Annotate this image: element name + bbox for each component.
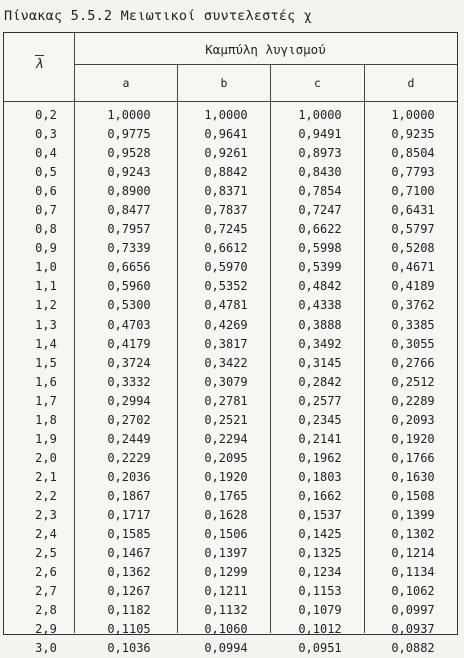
curve-b-cell: 0,1132	[204, 603, 248, 618]
curve-a-cell: 0,1267	[107, 584, 151, 599]
lambda-cell: 1,4	[35, 336, 57, 351]
curve-d-cell: 0,7793	[391, 165, 435, 180]
lambda-cell: 1,8	[35, 412, 57, 427]
curve-d-cell: 0,0882	[391, 641, 435, 656]
curve-c-cell: 0,1962	[298, 450, 342, 465]
lambda-cell: 2,9	[35, 622, 57, 637]
table-row	[4, 601, 457, 620]
lambda-cell: 2,4	[35, 527, 57, 542]
curve-a-cell: 0,9528	[107, 146, 151, 161]
curve-c-cell: 0,3492	[298, 336, 342, 351]
table-row	[4, 525, 457, 544]
curve-d-cell: 0,3385	[391, 317, 435, 332]
curve-a-cell: 0,8900	[107, 184, 151, 199]
lambda-cell: 2,6	[35, 565, 57, 580]
curve-b-cell: 0,2781	[204, 393, 248, 408]
curve-d-cell: 0,2093	[391, 412, 435, 427]
column-header-c: c	[314, 76, 321, 90]
column-header-d: d	[407, 76, 415, 90]
curve-b-cell: 0,2294	[204, 431, 248, 446]
curve-a-cell: 0,9243	[107, 165, 151, 180]
curve-c-cell: 0,2345	[298, 412, 342, 427]
table-row	[4, 639, 457, 658]
lambda-cell: 2,5	[35, 546, 57, 561]
table-row	[4, 487, 457, 506]
table-row	[4, 335, 457, 354]
curve-d-cell: 0,1399	[391, 507, 435, 522]
lambda-header	[4, 55, 74, 72]
table-row	[4, 125, 457, 144]
curve-b-cell: 0,1060	[204, 622, 248, 637]
curve-d-cell: 0,2512	[391, 374, 435, 389]
column-header-a: a	[122, 76, 130, 90]
table-row	[4, 354, 457, 373]
table-row	[4, 468, 457, 487]
curve-a-cell: 0,7957	[107, 222, 151, 237]
curve-a-cell: 0,3724	[107, 355, 151, 370]
lambda-cell: 1,1	[35, 279, 57, 294]
curve-a-cell: 0,2449	[107, 431, 151, 446]
curve-d-cell: 0,9235	[391, 127, 435, 142]
curve-a-cell: 0,2036	[107, 469, 151, 484]
table-row	[4, 277, 457, 296]
curve-b-cell: 0,1920	[204, 469, 248, 484]
curve-c-cell: 0,3145	[298, 355, 342, 370]
table-row	[4, 163, 457, 182]
lambda-cell: 0,6	[35, 184, 57, 199]
curve-b-cell: 0,1506	[204, 527, 248, 542]
curve-c-cell: 0,8973	[298, 146, 342, 161]
curve-c-cell: 0,7854	[298, 184, 342, 199]
curve-c-cell: 0,1425	[298, 527, 342, 542]
curve-c-cell: 1,0000	[298, 108, 342, 122]
lambda-label: λ	[35, 57, 43, 72]
lambda-cell: 0,7	[35, 203, 57, 218]
table-row	[4, 296, 457, 315]
curve-d-cell: 0,7100	[391, 184, 435, 199]
curve-b-cell: 0,4269	[204, 317, 248, 332]
table-title: Πίνακας 5.5.2 Μειωτικοί συντελεστές χ	[4, 8, 313, 24]
curve-b-cell: 0,9261	[204, 146, 248, 161]
curve-b-cell: 0,1211	[204, 584, 248, 599]
header-bottom-border	[4, 101, 457, 102]
curve-a-cell: 0,5960	[107, 279, 151, 294]
curve-a-cell: 0,7339	[107, 241, 151, 256]
lambda-cell: 1,3	[35, 317, 57, 332]
curve-a-cell: 0,1467	[107, 546, 151, 561]
curve-b-cell: 0,7245	[204, 222, 248, 237]
curve-a-cell: 0,1717	[107, 507, 151, 522]
curve-b-cell: 0,5352	[204, 279, 248, 294]
curve-d-cell: 0,8504	[391, 146, 435, 161]
curve-b-cell: 0,3079	[204, 374, 248, 389]
table-row	[4, 544, 457, 563]
table-row	[4, 620, 457, 639]
table-row	[4, 449, 457, 468]
curve-a-cell: 0,1105	[107, 622, 151, 637]
curve-b-cell: 0,3422	[204, 355, 248, 370]
lambda-cell: 0,4	[35, 146, 57, 161]
curve-c-cell: 0,5998	[298, 241, 342, 256]
curve-a-cell: 0,3332	[107, 374, 151, 389]
table-row	[4, 582, 457, 601]
header-subdivider	[74, 64, 457, 65]
curve-d-cell: 0,1062	[391, 584, 435, 599]
lambda-cell: 0,2	[35, 108, 57, 122]
table-row	[4, 411, 457, 430]
curve-c-cell: 0,2577	[298, 393, 342, 408]
curve-c-cell: 0,7247	[298, 203, 342, 218]
table-row	[4, 182, 457, 201]
table-body	[4, 106, 457, 658]
table-row	[4, 106, 457, 125]
lambda-cell: 0,3	[35, 127, 57, 142]
lambda-cell: 1,6	[35, 374, 57, 389]
curve-d-cell: 0,4189	[391, 279, 435, 294]
lambda-cell: 3,0	[35, 641, 57, 656]
table-row	[4, 201, 457, 220]
curve-b-cell: 0,0994	[204, 641, 248, 656]
curve-b-cell: 0,4781	[204, 298, 248, 313]
curve-a-cell: 1,0000	[107, 108, 151, 122]
curve-c-cell: 0,4842	[298, 279, 342, 294]
table-row	[4, 316, 457, 335]
curve-d-cell: 0,5797	[391, 222, 435, 237]
curve-a-cell: 0,9775	[107, 127, 151, 142]
curve-d-cell: 0,0997	[391, 603, 435, 618]
curve-a-cell: 0,8477	[107, 203, 151, 218]
lambda-cell: 0,5	[35, 165, 57, 180]
curve-d-cell: 0,1766	[391, 450, 435, 465]
curve-d-cell: 0,1134	[391, 565, 435, 580]
curve-b-cell: 0,1299	[204, 565, 248, 580]
curve-b-cell: 0,2095	[204, 450, 248, 465]
reduction-factor-table	[3, 32, 458, 656]
lambda-cell: 1,5	[35, 355, 57, 370]
table-row	[4, 258, 457, 277]
table-row	[4, 563, 457, 582]
curve-a-cell: 0,6656	[107, 260, 151, 275]
curve-c-cell: 0,9491	[298, 127, 342, 142]
table-row	[4, 373, 457, 392]
curve-d-cell: 0,5208	[391, 241, 435, 256]
lambda-cell: 2,8	[35, 603, 57, 618]
curve-b-cell: 0,7837	[204, 203, 248, 218]
curve-b-cell: 0,8842	[204, 165, 248, 180]
lambda-cell: 1,9	[35, 431, 57, 446]
table-row	[4, 430, 457, 449]
lambda-cell: 1,7	[35, 393, 57, 408]
curve-d-cell: 0,1508	[391, 488, 435, 503]
lambda-cell: 2,2	[35, 488, 57, 503]
lambda-cell: 1,2	[35, 298, 57, 313]
curve-d-cell: 0,0937	[391, 622, 435, 637]
curve-b-cell: 0,1397	[204, 546, 248, 561]
curve-d-cell: 0,1920	[391, 431, 435, 446]
curve-a-cell: 0,2702	[107, 412, 151, 427]
curve-b-cell: 1,0000	[204, 108, 248, 122]
curve-a-cell: 0,2994	[107, 393, 151, 408]
curve-c-cell: 0,1153	[298, 584, 342, 599]
curve-c-cell: 0,8430	[298, 165, 342, 180]
lambda-bar	[35, 55, 44, 56]
lambda-cell: 2,1	[35, 469, 57, 484]
curve-d-cell: 0,2766	[391, 355, 435, 370]
curve-a-cell: 0,1182	[107, 603, 151, 618]
table-row	[4, 220, 457, 239]
lambda-cell: 2,3	[35, 507, 57, 522]
curve-c-cell: 0,1662	[298, 488, 342, 503]
lambda-cell: 1,0	[35, 260, 57, 275]
curve-c-cell: 0,3888	[298, 317, 342, 332]
curve-c-cell: 0,6622	[298, 222, 342, 237]
table-row	[4, 239, 457, 258]
curve-b-cell: 0,3817	[204, 336, 248, 351]
curve-a-cell: 0,4179	[107, 336, 151, 351]
table-row	[4, 144, 457, 163]
curve-d-cell: 0,6431	[391, 203, 435, 218]
curve-c-cell: 0,1079	[298, 603, 342, 618]
curve-c-cell: 0,1234	[298, 565, 342, 580]
curve-d-cell: 0,1214	[391, 546, 435, 561]
curve-a-cell: 0,1867	[107, 488, 151, 503]
curve-c-cell: 0,2141	[298, 431, 342, 446]
table-row	[4, 506, 457, 525]
curve-a-cell: 0,2229	[107, 450, 151, 465]
curve-d-cell: 0,4671	[391, 260, 435, 275]
curve-b-cell: 0,6612	[204, 241, 248, 256]
curve-c-cell: 0,5399	[298, 260, 342, 275]
column-header-b: b	[220, 76, 228, 90]
curve-b-cell: 0,2521	[204, 412, 248, 427]
curve-c-cell: 0,1012	[298, 622, 342, 637]
curve-b-cell: 0,9641	[204, 127, 248, 142]
curve-c-cell: 0,2842	[298, 374, 342, 389]
buckling-curve-header: Καμπύλη λυγισμού	[205, 42, 326, 57]
curve-a-cell: 0,1036	[107, 641, 151, 656]
curve-c-cell: 0,1537	[298, 507, 342, 522]
lambda-cell: 0,8	[35, 222, 57, 237]
curve-d-cell: 1,0000	[391, 108, 435, 122]
curve-b-cell: 0,5970	[204, 260, 248, 275]
curve-a-cell: 0,1585	[107, 527, 151, 542]
curve-c-cell: 0,0951	[298, 641, 342, 656]
curve-d-cell: 0,1630	[391, 469, 435, 484]
curve-d-cell: 0,3055	[391, 336, 435, 351]
curve-c-cell: 0,4338	[298, 298, 342, 313]
curve-c-cell: 0,1325	[298, 546, 342, 561]
curve-a-cell: 0,1362	[107, 565, 151, 580]
curve-a-cell: 0,4703	[107, 317, 151, 332]
lambda-cell: 0,9	[35, 241, 57, 256]
curve-d-cell: 0,3762	[391, 298, 435, 313]
lambda-cell: 2,0	[35, 450, 57, 465]
curve-b-cell: 0,8371	[204, 184, 248, 199]
curve-c-cell: 0,1803	[298, 469, 342, 484]
lambda-cell: 2,7	[35, 584, 57, 599]
curve-d-cell: 0,2289	[391, 393, 435, 408]
curve-d-cell: 0,1302	[391, 527, 435, 542]
curve-a-cell: 0,5300	[107, 298, 151, 313]
curve-b-cell: 0,1765	[204, 488, 248, 503]
table-row	[4, 392, 457, 411]
curve-b-cell: 0,1628	[204, 507, 248, 522]
